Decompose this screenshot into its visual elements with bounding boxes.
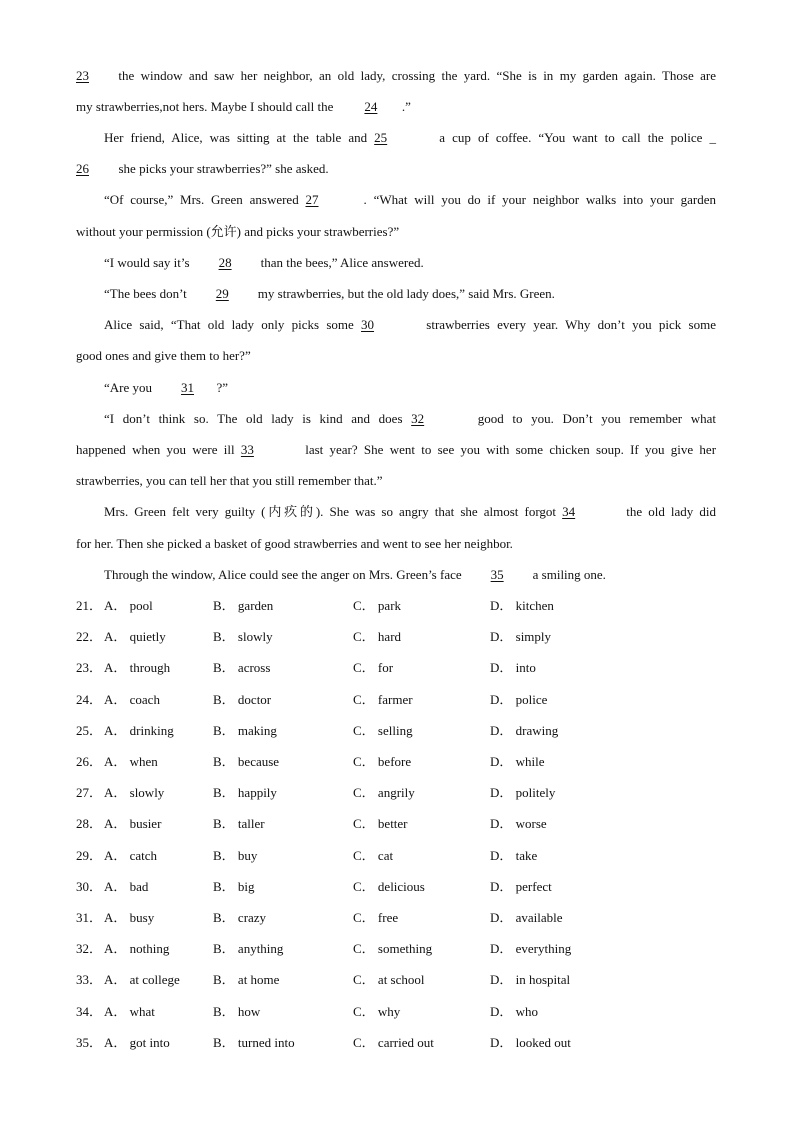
option-c[interactable]: C． why xyxy=(353,1004,401,1019)
question-number: 25． xyxy=(76,723,103,738)
passage-text: “Are you xyxy=(104,380,153,395)
option-b[interactable]: B． making xyxy=(213,723,277,738)
option-d[interactable]: D． everything xyxy=(490,941,572,956)
option-d[interactable]: D． police xyxy=(490,692,548,707)
question-row xyxy=(76,970,716,990)
option-b[interactable]: B． slowly xyxy=(213,629,273,644)
option-d[interactable]: D． while xyxy=(490,754,545,769)
question-row xyxy=(76,877,716,897)
blank-26: 26 xyxy=(76,161,89,176)
question-row xyxy=(76,721,716,741)
option-a[interactable]: A． through xyxy=(104,660,171,675)
question-row xyxy=(76,1033,716,1053)
question-number: 33． xyxy=(76,972,103,987)
option-b[interactable]: B． big xyxy=(213,879,255,894)
option-c[interactable]: C． angrily xyxy=(353,785,415,800)
passage-line-16 xyxy=(76,534,716,554)
passage-line-2 xyxy=(76,97,716,117)
option-b[interactable]: B． taller xyxy=(213,816,265,831)
option-b[interactable]: B． crazy xyxy=(213,910,267,925)
option-b[interactable]: B． how xyxy=(213,1004,261,1019)
passage-line-17 xyxy=(104,565,744,585)
blank-33: 33 xyxy=(240,442,254,457)
passage-text: good to you. Don’t you remember what xyxy=(477,411,717,426)
blank-28: 28 xyxy=(218,255,232,270)
option-a[interactable]: A． drinking xyxy=(104,723,174,738)
blank-24: 24 xyxy=(364,99,378,114)
question-row xyxy=(76,939,716,959)
option-c[interactable]: C． carried out xyxy=(353,1035,434,1050)
passage-line-15 xyxy=(104,502,716,522)
passage-text: than the bees,” Alice answered. xyxy=(260,255,424,270)
passage-line-11 xyxy=(104,378,744,398)
option-a[interactable]: A． pool xyxy=(104,598,153,613)
option-d[interactable]: D． into xyxy=(490,660,536,675)
question-number: 35． xyxy=(76,1035,103,1050)
passage-text: my strawberries, but the old lady does,” said Mrs. Green. xyxy=(257,286,555,301)
option-d[interactable]: D． who xyxy=(490,1004,539,1019)
question-number: 30． xyxy=(76,879,103,894)
question-number: 22． xyxy=(76,629,103,644)
passage-text: strawberries every year. Why don’t you pick some xyxy=(426,317,716,332)
passage-text: strawberries, you can tell her that you still remember that.” xyxy=(76,473,383,488)
option-d[interactable]: D． drawing xyxy=(490,723,559,738)
option-d[interactable]: D． perfect xyxy=(490,879,552,894)
passage-line-8 xyxy=(104,284,744,304)
option-c[interactable]: C． free xyxy=(353,910,399,925)
blank-31: 31 xyxy=(181,380,195,395)
question-row xyxy=(76,627,716,647)
option-d[interactable]: D． simply xyxy=(490,629,552,644)
option-d[interactable]: D． take xyxy=(490,848,538,863)
blank-25: 25 xyxy=(374,130,388,145)
option-b[interactable]: B． because xyxy=(213,754,280,769)
option-c[interactable]: C． park xyxy=(353,598,402,613)
option-a[interactable]: A． got into xyxy=(104,1035,170,1050)
option-b[interactable]: B． across xyxy=(213,660,271,675)
option-a[interactable]: A． busy xyxy=(104,910,155,925)
passage-text: Alice said, “That old lady only picks some xyxy=(104,317,354,332)
blank-32: 32 xyxy=(411,411,425,426)
passage-text: she picks your strawberries?” she asked. xyxy=(118,161,329,176)
passage-text: Her friend, Alice, was sitting at the table and xyxy=(104,130,368,145)
passage-text: my strawberries,not hers. Maybe I should call the xyxy=(76,99,334,114)
option-d[interactable]: D． available xyxy=(490,910,563,925)
option-a[interactable]: A． slowly xyxy=(104,785,165,800)
question-number: 29． xyxy=(76,848,103,863)
question-number: 26． xyxy=(76,754,103,769)
blank-27: 27 xyxy=(305,192,319,207)
question-number: 24． xyxy=(76,692,103,707)
blank-34: 34 xyxy=(562,504,576,519)
passage-line-9 xyxy=(104,315,716,335)
passage-text: .” xyxy=(401,99,411,114)
option-b[interactable]: B． turned into xyxy=(213,1035,295,1050)
passage-line-12 xyxy=(104,409,716,429)
option-c[interactable]: C． selling xyxy=(353,723,413,738)
option-a[interactable]: A． when xyxy=(104,754,158,769)
passage-text: a smiling one. xyxy=(532,567,606,582)
option-a[interactable]: A． at college xyxy=(104,972,180,987)
question-row xyxy=(76,1002,716,1022)
option-c[interactable]: C． before xyxy=(353,754,412,769)
option-c[interactable]: C． delicious xyxy=(353,879,425,894)
passage-line-3 xyxy=(104,128,716,148)
option-c[interactable]: C． something xyxy=(353,941,433,956)
option-a[interactable]: A． what xyxy=(104,1004,155,1019)
question-row xyxy=(76,846,716,866)
passage-text: “I would say it’s xyxy=(104,255,190,270)
passage-text: “I don’t think so. The old lady is kind and does xyxy=(104,411,403,426)
option-a[interactable]: A． bad xyxy=(104,879,149,894)
option-c[interactable]: C． better xyxy=(353,816,408,831)
option-a[interactable]: A． coach xyxy=(104,692,160,707)
passage-text: the old lady did xyxy=(626,504,716,519)
question-number: 28． xyxy=(76,816,103,831)
question-row xyxy=(76,690,716,710)
option-c[interactable]: C． cat xyxy=(353,848,394,863)
question-row xyxy=(76,596,716,616)
passage-line-1 xyxy=(76,66,716,86)
option-a[interactable]: A． busier xyxy=(104,816,162,831)
passage-line-14 xyxy=(76,471,716,491)
option-a[interactable]: A． nothing xyxy=(104,941,170,956)
passage-text: Mrs. Green felt very guilty (内疚的). She was so angry that she almost forgot xyxy=(104,504,557,519)
option-b[interactable]: B． anything xyxy=(213,941,284,956)
blank-23: 23 xyxy=(76,68,89,83)
option-d[interactable]: D． kitchen xyxy=(490,598,554,613)
option-c[interactable]: C． at school xyxy=(353,972,425,987)
option-a[interactable]: A． quietly xyxy=(104,629,166,644)
option-c[interactable]: C． farmer xyxy=(353,692,413,707)
option-d[interactable]: D． looked out xyxy=(490,1035,571,1050)
passage-text: “The bees don’t xyxy=(104,286,187,301)
option-a[interactable]: A． catch xyxy=(104,848,158,863)
question-row xyxy=(76,814,716,834)
question-number: 21． xyxy=(76,598,103,613)
option-b[interactable]: B． garden xyxy=(213,598,274,613)
question-number: 27． xyxy=(76,785,103,800)
question-row xyxy=(76,908,716,928)
question-row xyxy=(76,752,716,772)
passage-text: ?” xyxy=(216,380,229,395)
passage-line-13 xyxy=(76,440,716,460)
passage-text: good ones and give them to her?” xyxy=(76,348,251,363)
passage-text: the window and saw her neighbor, an old lady, crossing the yard. “She is in my garden again. Those are xyxy=(118,68,717,83)
passage-text: happened when you were ill xyxy=(76,442,235,457)
question-row xyxy=(76,658,716,678)
passage-text: “Of course,” Mrs. Green answered xyxy=(104,192,299,207)
option-c[interactable]: C． for xyxy=(353,660,394,675)
passage-line-10 xyxy=(76,346,716,366)
option-d[interactable]: D． worse xyxy=(490,816,547,831)
option-b[interactable]: B． at home xyxy=(213,972,280,987)
passage-line-5 xyxy=(104,190,716,210)
option-d[interactable]: D． in hospital xyxy=(490,972,571,987)
question-number: 23． xyxy=(76,660,103,675)
passage-line-7 xyxy=(104,253,744,273)
passage-text: for her. Then she picked a basket of good strawberries and went to see her neighbor. xyxy=(76,536,513,551)
blank-29: 29 xyxy=(215,286,229,301)
question-number: 34． xyxy=(76,1004,103,1019)
passage-text: a cup of coffee. “You want to call the police _ xyxy=(439,130,717,145)
blank-30: 30 xyxy=(361,317,375,332)
passage-text: Through the window, Alice could see the anger on Mrs. Green’s face xyxy=(104,567,462,582)
passage-line-4 xyxy=(76,159,716,179)
option-b[interactable]: B． doctor xyxy=(213,692,272,707)
question-row xyxy=(76,783,716,803)
option-b[interactable]: B． buy xyxy=(213,848,258,863)
question-number: 32． xyxy=(76,941,103,956)
passage-text: last year? She went to see you with some chicken soup. If you give her xyxy=(305,442,717,457)
option-b[interactable]: B． happily xyxy=(213,785,277,800)
blank-35: 35 xyxy=(490,567,504,582)
passage-line-6 xyxy=(76,222,716,242)
passage-text: . “What will you do if your neighbor walks into your garden xyxy=(363,192,716,207)
question-number: 31． xyxy=(76,910,103,925)
option-d[interactable]: D． politely xyxy=(490,785,556,800)
option-c[interactable]: C． hard xyxy=(353,629,402,644)
passage-text: without your permission (允许) and picks your strawberries?” xyxy=(76,224,400,239)
